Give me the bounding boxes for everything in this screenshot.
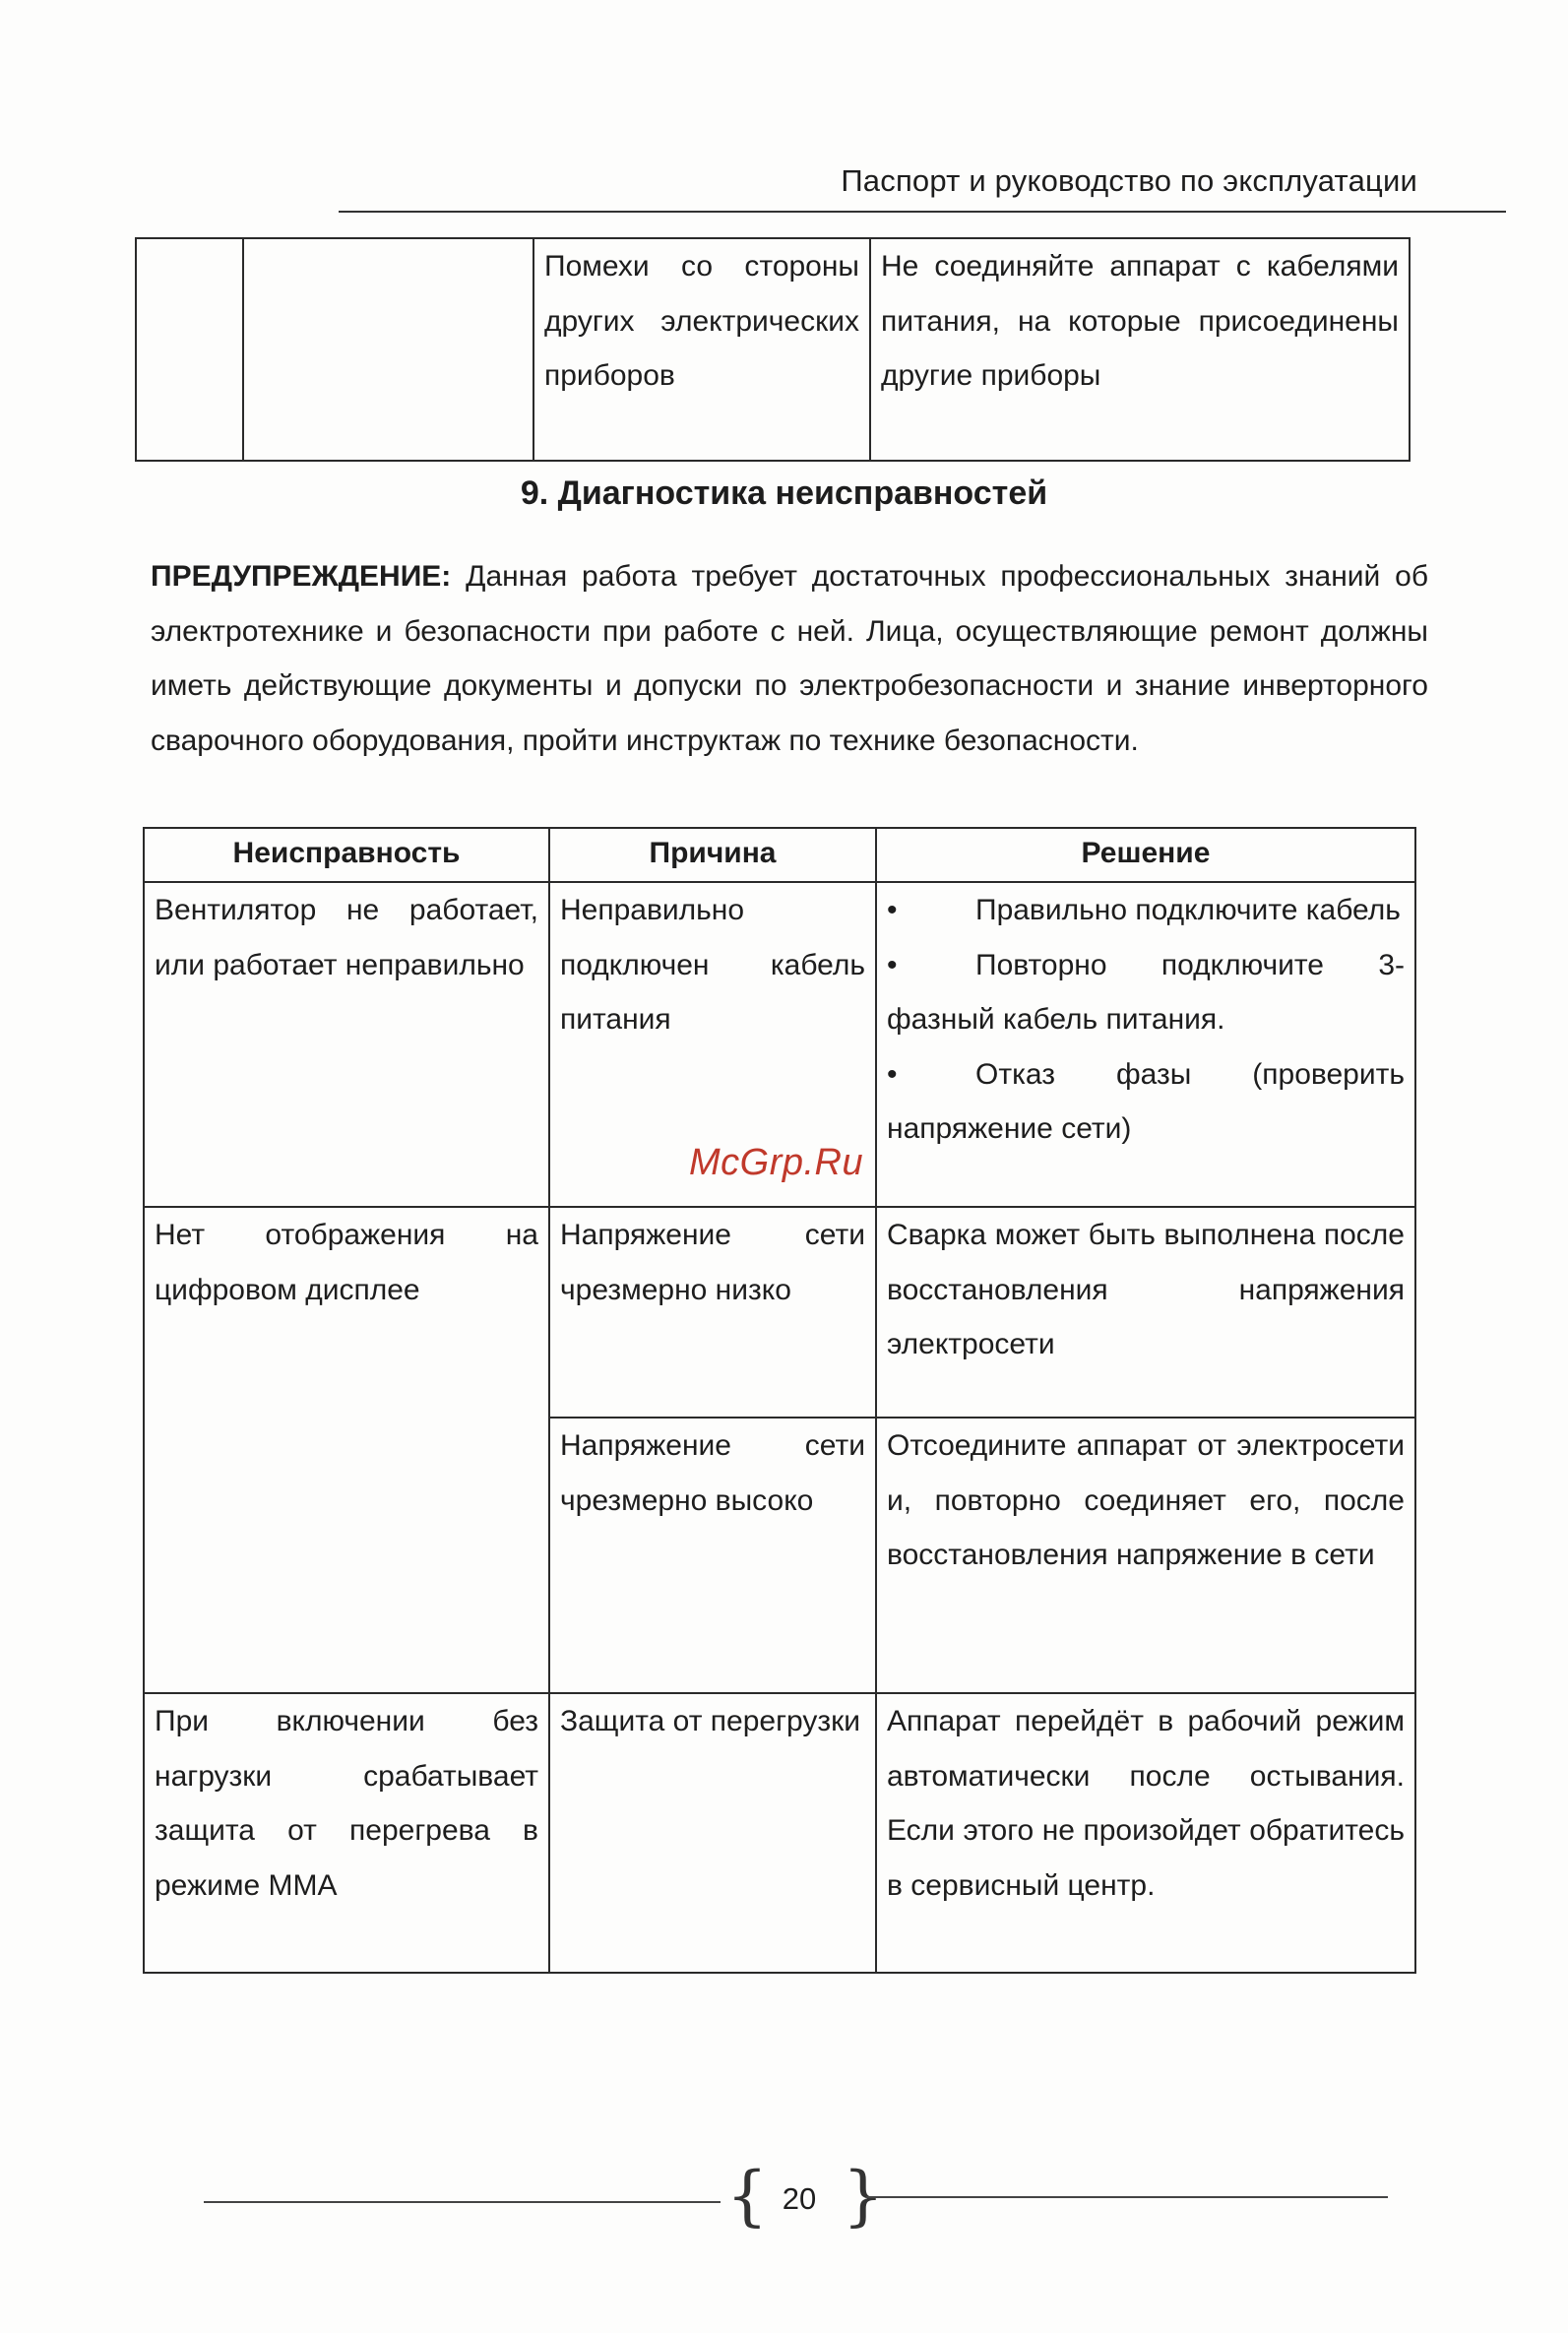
left-brace-ornament: { xyxy=(726,2158,768,2234)
table-row xyxy=(136,238,1410,461)
cause-cell: Напряжение сети чрезмерно низко xyxy=(549,1207,876,1418)
cause-cell: Защита от перегрузки xyxy=(549,1693,876,1973)
solution-bullet-item xyxy=(887,1047,1405,1157)
section-heading: 9. Диагностика неисправностей xyxy=(520,474,1048,512)
running-header: Паспорт и руководство по эксплуатации xyxy=(841,163,1417,198)
bullet-text: Отказ фазы (проверить напряжение сети) xyxy=(887,1057,1405,1145)
footer-rule-right xyxy=(866,2196,1388,2198)
column-header-solution: Решение xyxy=(876,828,1415,882)
solution-cell: Отсоедините аппарат от электросети и, повторно соединяет его, после восстановления напряжение в сети xyxy=(876,1418,1415,1693)
fault-cell: При включении без нагрузки срабатывает защита от перегрева в режиме ММА xyxy=(144,1693,549,1973)
bullet-glyph: • xyxy=(887,948,898,981)
fault-cell: Вентилятор не работает, или работает неправильно xyxy=(144,882,549,1207)
table-header-row xyxy=(144,828,1415,882)
bullet-glyph: • xyxy=(887,1057,898,1091)
table-cell xyxy=(136,238,243,461)
bullet-glyph: • xyxy=(887,894,898,926)
solution-bullet-item xyxy=(887,883,1405,938)
fault-cell: Нет отображения на цифровом дисплее xyxy=(144,1207,549,1693)
column-header-cause: Причина xyxy=(549,828,876,882)
page-number: 20 xyxy=(782,2181,817,2216)
table-cell xyxy=(243,238,533,461)
table-cell: Помехи со стороны других электрических приборов xyxy=(533,238,870,461)
cause-cell: Неправильно подключен кабель питания xyxy=(549,882,876,1207)
warning-paragraph xyxy=(151,549,1428,768)
solution-cell xyxy=(876,882,1415,1207)
cause-cell: Напряжение сети чрезмерно высоко xyxy=(549,1418,876,1693)
bullet-text: Правильно подключите кабель xyxy=(975,894,1401,926)
solution-bullet-item xyxy=(887,938,1405,1047)
table-row xyxy=(144,1207,1415,1418)
continuation-table xyxy=(135,237,1411,462)
right-brace-ornament: } xyxy=(843,2158,884,2234)
watermark: McGrp.Ru xyxy=(689,1142,864,1183)
bullet-text: Повторно подключите 3-фазный кабель питания. xyxy=(887,948,1405,1036)
footer-rule-left xyxy=(204,2201,721,2203)
solution-cell: Аппарат перейдёт в рабочий режим автоматически после остывания. Если этого не произойдет обратитесь в сервисный центр. xyxy=(876,1693,1415,1973)
table-row xyxy=(144,1693,1415,1973)
warning-label: ПРЕДУПРЕЖДЕНИЕ: xyxy=(151,560,452,593)
diagnostics-table xyxy=(143,827,1416,1974)
warning-text: Данная работа требует достаточных профессиональных знаний об электротехнике и безопасности при работе с ней. Лица, осуществляющие ремонт должны иметь действующие документы и допуски по электробезопасности и знание инверторного сварочного оборудования, пройти инструктаж по технике безопасности. xyxy=(151,560,1428,757)
table-cell: Не соединяйте аппарат с кабелями питания, на которые присоединены другие приборы xyxy=(870,238,1410,461)
solution-cell: Сварка может быть выполнена после восстановления напряжения электросети xyxy=(876,1207,1415,1418)
column-header-fault: Неисправность xyxy=(144,828,549,882)
header-rule xyxy=(339,211,1506,213)
